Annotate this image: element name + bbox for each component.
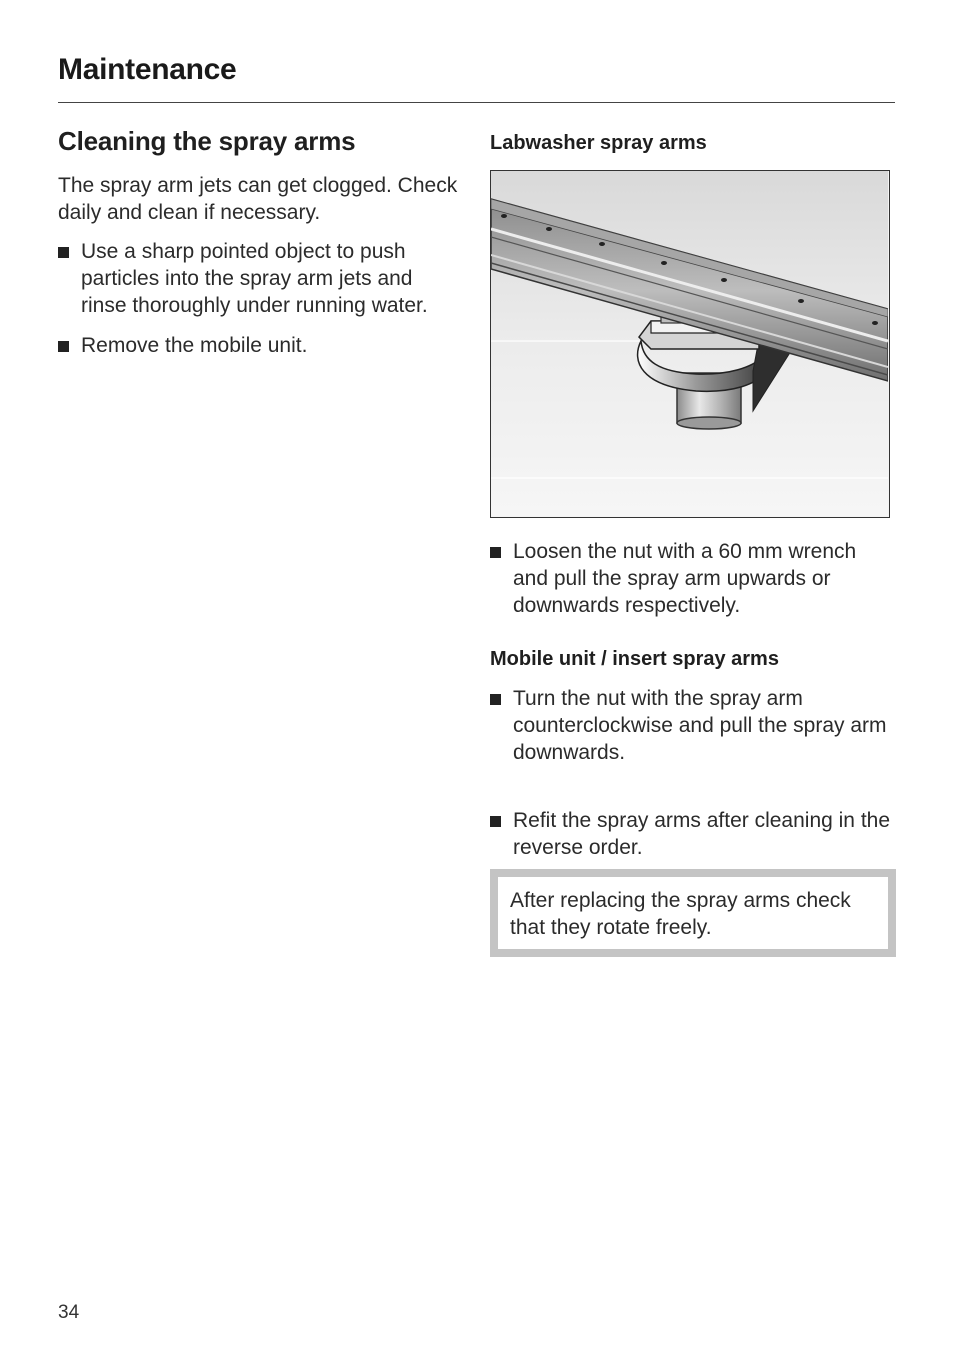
page-number: 34 — [58, 1302, 80, 1323]
list-item-text: Loosen the nut with a 60 mm wrench and pull the spray arm upwards or downwards respectively. — [513, 540, 857, 617]
bullet-square-icon — [58, 247, 69, 258]
page-title: Maintenance — [58, 53, 237, 86]
note-text: After replacing the spray arms check that they rotate freely. — [510, 889, 851, 939]
bullet-square-icon — [490, 816, 501, 827]
right-column — [490, 128, 896, 957]
left-column — [58, 124, 463, 372]
spray-arm-drawing — [491, 171, 888, 516]
list-item-text: Use a sharp pointed object to push particles into the spray arm jets and rinse thoroughly under running water. — [81, 240, 428, 317]
spray-arm-illustration — [490, 170, 890, 518]
subtitle-labwasher: Labwasher spray arms — [490, 132, 707, 154]
note-box — [490, 869, 896, 957]
section-title-cleaning: Cleaning the spray arms — [58, 126, 356, 156]
refit-steps-list — [490, 807, 896, 861]
list-item — [490, 538, 896, 619]
cleaning-steps-list — [58, 238, 463, 359]
list-item — [58, 238, 463, 319]
page-header — [58, 50, 895, 103]
list-item-text: Turn the nut with the spray arm counterclockwise and pull the spray arm downwards. — [513, 687, 887, 764]
bullet-square-icon — [58, 341, 69, 352]
list-item — [490, 807, 896, 861]
list-item-text: Remove the mobile unit. — [81, 334, 308, 357]
list-item-text: Refit the spray arms after cleaning in the reverse order. — [513, 809, 891, 859]
list-item — [490, 685, 896, 766]
intro-paragraph: The spray arm jets can get clogged. Check daily and clean if necessary. — [58, 174, 458, 224]
bullet-square-icon — [490, 547, 501, 558]
list-item — [58, 332, 463, 359]
subtitle-mobile-unit: Mobile unit / insert spray arms — [490, 648, 779, 670]
labwasher-steps-list — [490, 538, 896, 619]
bullet-square-icon — [490, 694, 501, 705]
mobile-steps-list — [490, 685, 896, 766]
